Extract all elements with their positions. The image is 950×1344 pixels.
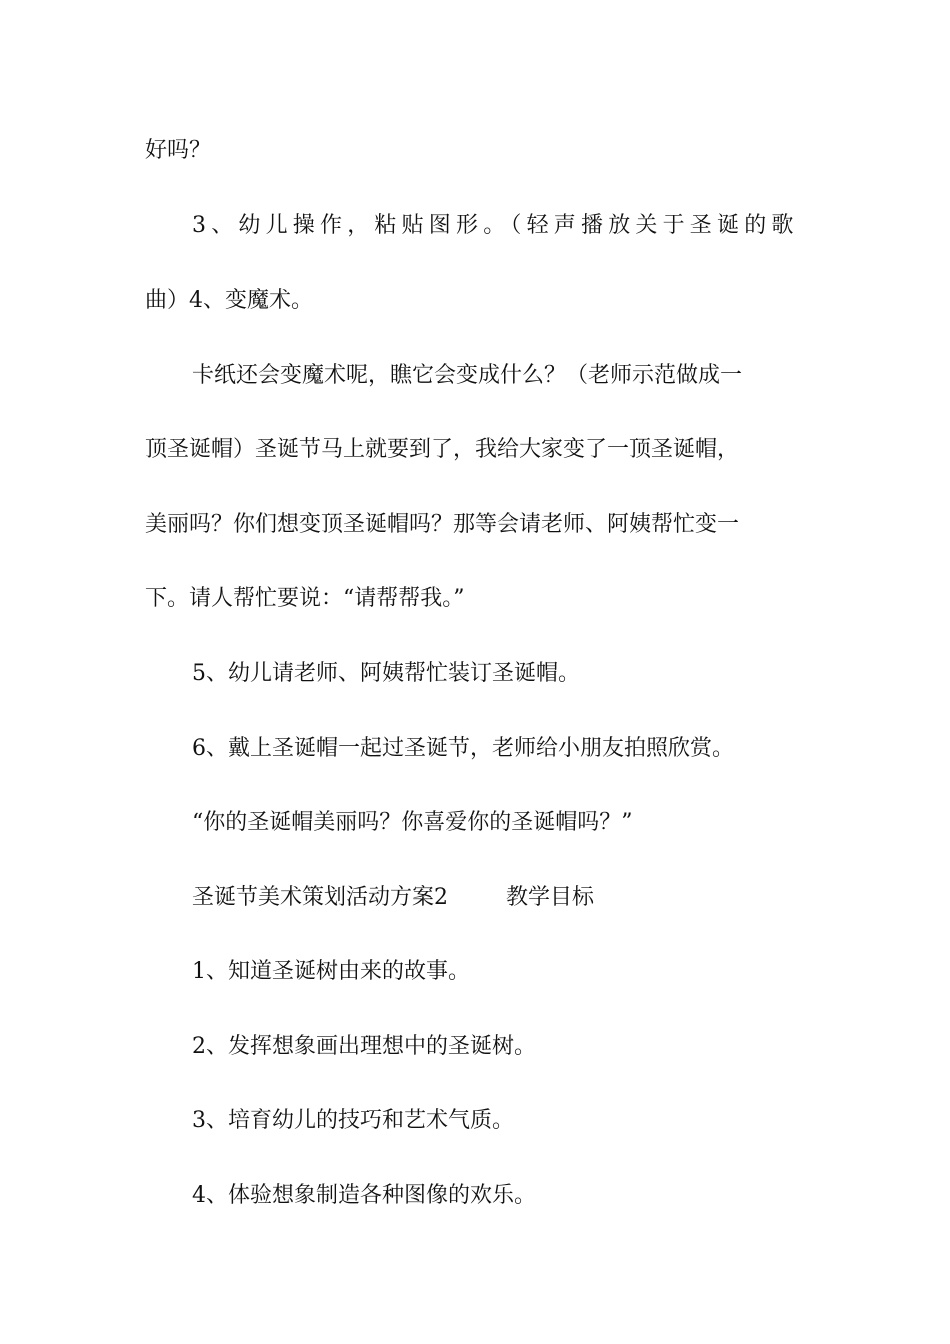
text-line: 3、幼儿操作，粘贴图形。（轻声播放关于圣诞的歌	[192, 213, 799, 238]
goal-item: 1、知道圣诞树由来的故事。	[192, 959, 470, 984]
text-line: 下。请人帮忙要说：“请帮帮我。”	[145, 586, 465, 611]
goal-item: 2、发挥想象画出理想中的圣诞树。	[192, 1034, 536, 1059]
text-line: 卡纸还会变魔术呢，瞧它会变成什么？（老师示范做成一	[192, 363, 743, 388]
text-line: 顶圣诞帽）圣诞节马上就要到了，我给大家变了一顶圣诞帽，	[145, 437, 740, 462]
goal-item: 4、体验想象制造各种图像的欢乐。	[192, 1183, 536, 1208]
text-line: 6、戴上圣诞帽一起过圣诞节，老师给小朋友拍照欣赏。	[192, 736, 734, 761]
text-line: 美丽吗？你们想变顶圣诞帽吗？那等会请老师、阿姨帮忙变一	[145, 512, 740, 537]
quote-line: “你的圣诞帽美丽吗？你喜爱你的圣诞帽吗？”	[192, 810, 633, 835]
text-line: 曲）4、变魔术。	[145, 288, 313, 313]
plan-title: 圣诞节美术策划活动方案2	[192, 885, 448, 910]
text-line: 好吗？	[145, 138, 212, 163]
text-line: 5、幼儿请老师、阿姨帮忙装订圣诞帽。	[192, 661, 580, 686]
goal-item: 3、培育幼儿的技巧和艺术气质。	[192, 1108, 514, 1133]
section-label: 教学目标	[506, 885, 595, 910]
section-heading	[192, 883, 862, 913]
